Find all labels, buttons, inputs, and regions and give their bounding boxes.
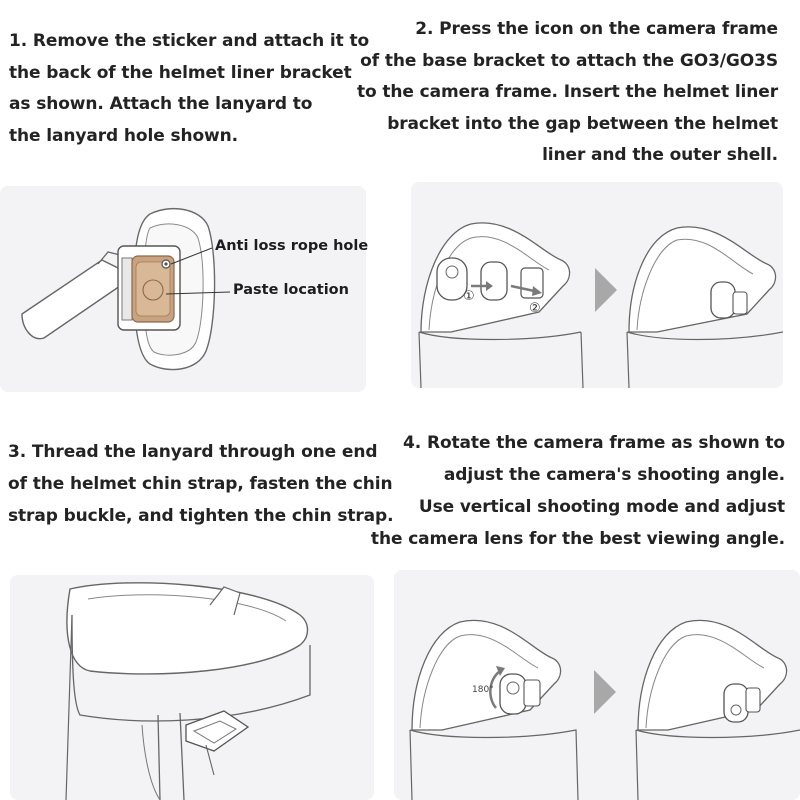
next-step-arrow <box>595 268 617 312</box>
figure-4-illustration <box>394 570 800 800</box>
figure-2-illustration <box>411 182 783 388</box>
step-2-line-5: liner and the outer shell. <box>542 145 778 165</box>
step-2-line-1: 2. Press the icon on the camera frame <box>415 19 778 39</box>
rotation-label: 180° <box>472 685 494 695</box>
step-1-instructions <box>9 26 369 152</box>
step-1-line-1: 1. Remove the sticker and attach it to <box>9 31 370 51</box>
callout-rope-hole: Anti loss rope hole <box>215 238 369 254</box>
figure-4-rotate-panel <box>394 570 800 800</box>
callout-paste-location: Paste location <box>233 282 349 298</box>
step-3-instructions <box>8 436 393 532</box>
step-1-line-2: the back of the helmet liner bracket <box>9 62 352 83</box>
step-2-line-2: of the base bracket to attach the GO3/GO3S <box>360 50 778 71</box>
step-4-line-4: the camera lens for the best viewing angle. <box>370 529 785 549</box>
figure-3-chin-strap-panel <box>10 575 374 800</box>
step-1-line-3: as shown. Attach the lanyard to <box>9 94 313 114</box>
step-4-line-2: adjust the camera's shooting angle. <box>443 465 785 485</box>
step-4-instructions <box>371 427 785 555</box>
step-3-line-3: strap buckle, and tighten the chin strap. <box>8 506 394 526</box>
step-3-line-1: 3. Thread the lanyard through one end <box>8 442 378 462</box>
marker-1: ① <box>463 289 475 304</box>
step-3-line-2: of the helmet chin strap, fasten the chin <box>8 474 393 494</box>
step-4-line-3: Use vertical shooting mode and adjust <box>418 497 785 517</box>
step-4-line-1: 4. Rotate the camera frame as shown to <box>403 433 785 453</box>
step-1-line-4: the lanyard hole shown. <box>9 125 239 146</box>
figure-2-attach-panel <box>411 182 783 388</box>
step-2-line-3: to the camera frame. Insert the helmet liner <box>356 82 778 102</box>
step-2-instructions <box>357 14 778 172</box>
figure-3-illustration <box>10 575 374 800</box>
step-2-line-4: bracket into the gap between the helmet <box>387 113 778 134</box>
next-step-arrow <box>594 670 616 714</box>
marker-2: ② <box>529 301 541 316</box>
